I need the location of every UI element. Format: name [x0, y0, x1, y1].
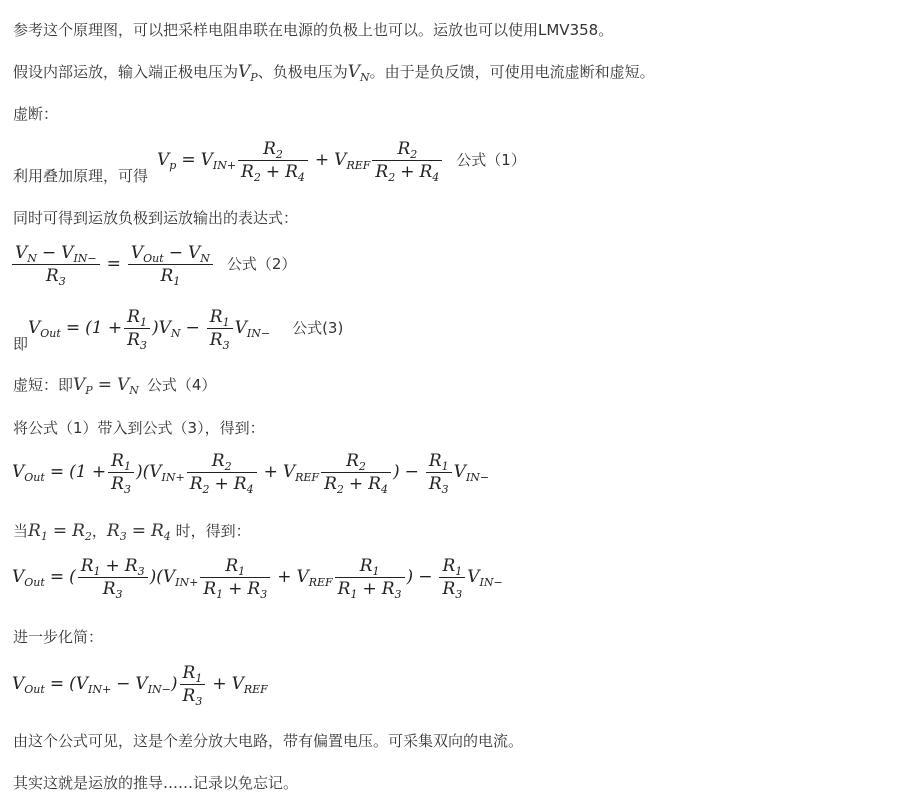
simplify-heading: [13, 627, 103, 647]
equation-1: $V_p = V_{IN+}$ $\frac{R_2}{R_2 + R_4}$ + $V_{REF}$ $\frac{R_2}{R_2 + R_4}$ 公式（1）: [157, 139, 526, 184]
assumption-text-3: 。由于是负反馈，可使用电流虚断和虚短。: [369, 63, 655, 81]
assumption-paragraph: 假设内部运放，输入端正极电压为$V_P$、负极电压为$V_N$。由于是负反馈，可使用电流虚断和虚短。: [13, 62, 655, 84]
intro-text: 参考这个原理图，可以把采样电阻串联在电源的负极上也可以。运放也可以使用LMV358。: [13, 21, 614, 39]
superposition-text: 利用叠加原理，可得: [13, 167, 149, 185]
equation-3-tag: 公式(3): [292, 319, 344, 337]
superposition-label: [13, 166, 148, 186]
closing-paragraph: [13, 773, 298, 793]
closing-text: 其实这就是运放的推导……记录以免忘记。: [13, 774, 299, 792]
equation-6: $V_{Out}$ = ( $\frac{R_1 + R_3}{R_3}$ )($V_{IN+}$ $\frac{R_1}{R_1 + R_3}$ + $V_{REF}$ $\frac{R_1}{R_1 + R_3}$ ) − $\frac{R_1}{R_3}$ $V_{IN-}$: [12, 556, 503, 601]
equation-2-tag: 公式（2）: [226, 255, 297, 273]
equation-3: $V_{Out} = (1$ + $\frac{R_1}{R_3}$ )$V_N$ − $\frac{R_1}{R_3}$ $V_{IN-}$ 公式(3): [28, 307, 344, 352]
condition-text-2: 时，得到：: [175, 522, 251, 540]
equation-7: $V_{Out} = (V_{IN+} - V_{IN-})$ $\frac{R_1}{R_3}$ + $V_{REF}$: [12, 663, 268, 708]
virtual-open-heading: [13, 104, 58, 124]
substitution-text: 将公式（1）带入到公式（3），得到：: [13, 419, 265, 437]
conclusion-paragraph: [13, 731, 523, 751]
virtual-open-label: 虚断：: [13, 105, 59, 123]
condition-text-1: 当: [13, 522, 29, 540]
assumption-text-1: 假设内部运放，输入端正极电压为: [13, 63, 239, 81]
equation-1-tag: 公式（1）: [456, 151, 526, 169]
output-expression-text: 同时可得到运放负极到运放输出的表达式：: [13, 209, 299, 227]
assumption-text-2: 、负极电压为: [257, 63, 348, 81]
output-expression-intro: [13, 208, 298, 228]
virtual-short-text: 虚短：即: [13, 376, 74, 394]
condition-line: 当$R_1 = R_2$，$R_3 = R_4$ 时，得到：: [13, 521, 251, 543]
equation-5: $V_{Out} = (1$ + $\frac{R_1}{R_3}$ )($V_{IN+}$ $\frac{R_2}{R_2 + R_4}$ + $V_{REF}$ $\frac{R_2}{R_2 + R_4}$ ) − $\frac{R_1}{R_3}$ $V_{IN-}$: [12, 451, 490, 496]
equation-3-prefix: [13, 334, 28, 354]
virtual-short-line: 虚短：即$V_P = V_N$ 公式（4）: [13, 375, 217, 397]
intro-paragraph: [13, 20, 613, 40]
equation-2: $V_N - V_{IN-}$ $R_3$ = $V_{Out} - V_N$ $R_1$ 公式（2）: [12, 242, 296, 287]
simplify-text: 进一步化简：: [13, 628, 104, 646]
equation-4-tag: 公式（4）: [146, 376, 217, 394]
equation-3-prefix-text: 即: [13, 335, 29, 353]
substitution-intro: [13, 418, 265, 438]
conclusion-text: 由这个公式可见，这是个差分放大电路，带有偏置电压。可采集双向的电流。: [13, 732, 524, 750]
